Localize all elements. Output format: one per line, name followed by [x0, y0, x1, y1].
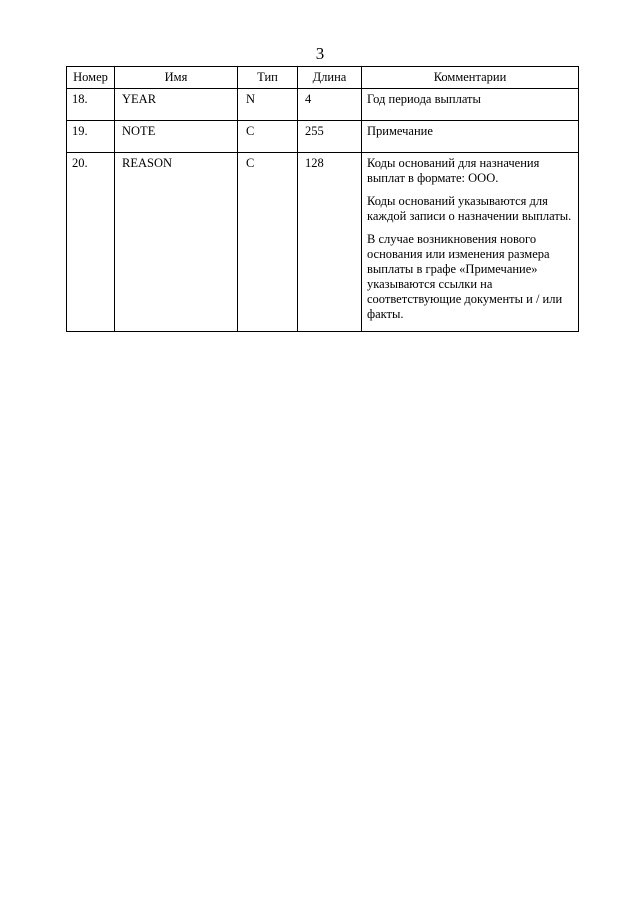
- cell-comments: [362, 121, 579, 153]
- comment-paragraph: Коды оснований для назначения выплат в формате: ООО.: [367, 156, 540, 185]
- header-type: Тип: [238, 67, 298, 89]
- cell-number: 20.: [67, 153, 115, 332]
- page-number: 3: [315, 44, 325, 63]
- comment-paragraph: Примечание: [367, 124, 433, 138]
- table-row: [67, 121, 579, 153]
- header-length: Длина: [298, 67, 362, 89]
- table-row: [67, 89, 579, 121]
- table-row: [67, 153, 579, 332]
- cell-comments: [362, 89, 579, 121]
- comment-paragraph: Коды оснований указываются для каждой записи о назначении выплаты.: [367, 194, 572, 223]
- cell-type: C: [238, 153, 298, 332]
- comment-paragraph: В случае возникновения нового основания или изменения размера выплаты в графе «Примечание» указываются ссылки на соответствующие документы и / или факты.: [367, 232, 563, 321]
- cell-name: REASON: [115, 153, 238, 332]
- header-name: Имя: [115, 67, 238, 89]
- table-header-row: [67, 67, 579, 89]
- cell-name: NOTE: [115, 121, 238, 153]
- cell-name: YEAR: [115, 89, 238, 121]
- cell-comments: [362, 153, 579, 332]
- cell-length: 4: [298, 89, 362, 121]
- fields-table: [66, 66, 579, 332]
- cell-type: N: [238, 89, 298, 121]
- cell-number: 18.: [67, 89, 115, 121]
- cell-length: 128: [298, 153, 362, 332]
- header-comments: Комментарии: [362, 67, 579, 89]
- cell-type: C: [238, 121, 298, 153]
- comment-paragraph: Год периода выплаты: [367, 92, 481, 106]
- header-number: Номер: [67, 67, 115, 89]
- cell-number: 19.: [67, 121, 115, 153]
- cell-length: 255: [298, 121, 362, 153]
